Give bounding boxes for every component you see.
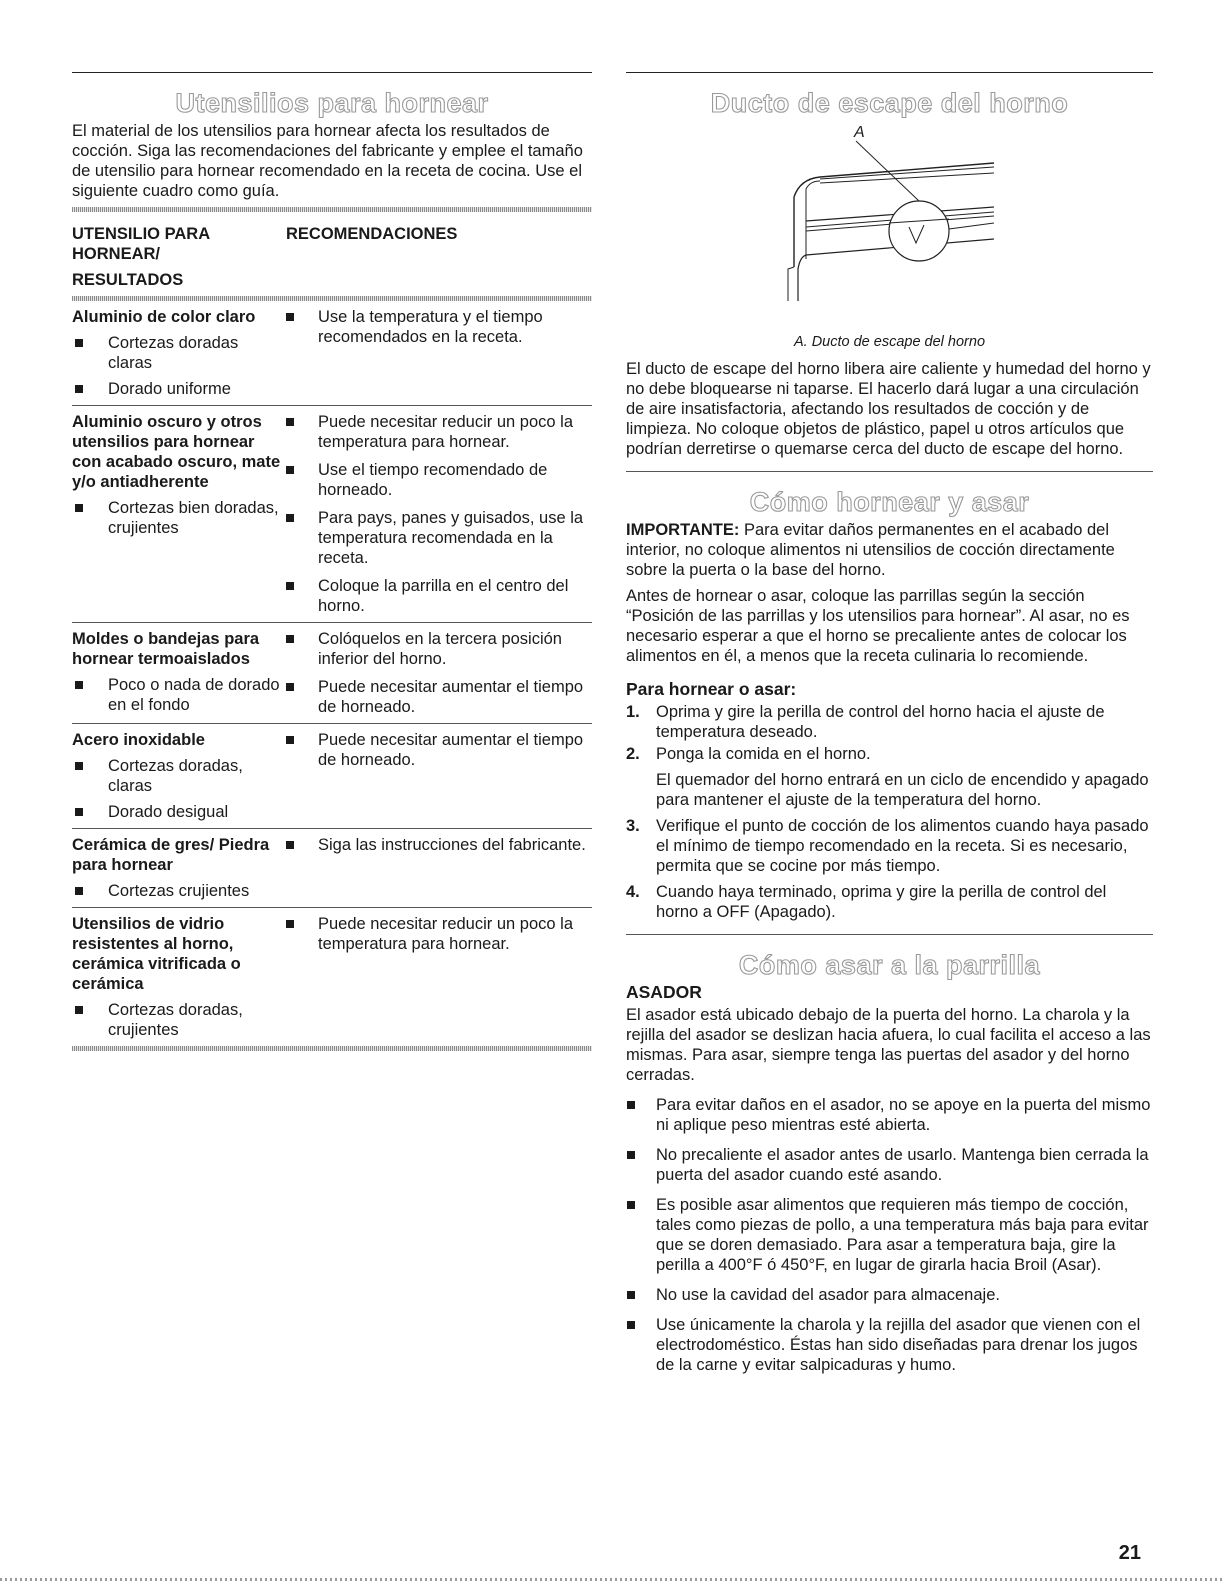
list-item: Puede necesitar aumentar el tiempo de horneado. bbox=[286, 677, 592, 717]
dotted-rule bbox=[72, 1046, 592, 1051]
list-item: Use la temperatura y el tiempo recomendados en la receta. bbox=[286, 307, 592, 347]
dotted-rule bbox=[72, 207, 592, 212]
list-item: 1. Oprima y gire la perilla de control del horno hacia el ajuste de temperatura deseado. bbox=[626, 703, 1105, 741]
list-item: 2. Ponga la comida en el horno. El quemador del horno entrará en un ciclo de encendido y apagado para mantener el ajuste de la temperatura del horno. bbox=[626, 745, 1149, 809]
table-row: Moldes o bandejas para hornear termoaislados Poco o nada de dorado en el fondo Colóquelos en la tercera posición inferior del horno. Puede necesitar aumentar el tiempo de horneado. bbox=[72, 623, 592, 724]
list-item: Cortezas doradas, crujientes bbox=[72, 1000, 282, 1040]
table-row: Aluminio oscuro y otros utensilios para hornear con acabado oscuro, mate y/o antiadherente Cortezas bien doradas, crujientes Puede necesitar reducir un poco la temperatura para hornear. Use el tiempo recomendado de horneado. Para pays, panes y guisados, use la temperatura recomendada en la receta. Coloque la parrilla en el centro del horno. bbox=[72, 406, 592, 623]
page-number: 21 bbox=[1118, 1542, 1141, 1564]
figure-label: A bbox=[854, 124, 865, 141]
table-header-col2: RECOMENDACIONES bbox=[286, 225, 458, 243]
broil-title: Cómo asar a la parrilla bbox=[738, 950, 1041, 980]
list-item: Use únicamente la charola y la rejilla del asador que vienen con el electrodoméstico. Éstas han sido diseñadas para drenar los jugos de la carne y evitar salpicaduras y humo. bbox=[626, 1315, 1153, 1375]
vent-figure bbox=[626, 119, 1153, 350]
list-item: 4. Cuando haya terminado, oprima y gire la perilla de control del horno a OFF (Apagado). bbox=[626, 883, 1107, 921]
list-item: Puede necesitar reducir un poco la temperatura para hornear. bbox=[286, 412, 592, 452]
oven-vent-illustration bbox=[776, 119, 1006, 309]
table-row: Cerámica de gres/ Piedra para hornear Cortezas crujientes Siga las instrucciones del fabricante. bbox=[72, 829, 592, 908]
bakeware-table bbox=[72, 216, 592, 1046]
list-item: 3. Verifique el punto de cocción de los alimentos cuando haya pasado el mínimo de tiempo recomendado en la receta. Si es necesario, permita que se cocine por más tiempo. bbox=[626, 817, 1149, 875]
important-note: IMPORTANTE: Para evitar daños permanentes en el acabado del interior, no coloque alimentos ni utensilios de cocción directamente sobre la puerta o la base del horno. bbox=[626, 521, 1115, 579]
broiler-subhead: ASADOR bbox=[626, 982, 702, 1002]
bakeware-intro: El material de los utensilios para hornear afecta los resultados de cocción. Siga las recomendaciones del fabricante y emplee el tamaño de utensilio para hornear recomendado en la receta de cocina. Use el siguiente cuadro como guía. bbox=[72, 122, 583, 200]
broil-bullets bbox=[626, 1095, 1153, 1375]
list-item: Colóquelos en la tercera posición inferior del horno. bbox=[286, 629, 592, 669]
figure-caption: A. Ducto de escape del horno bbox=[793, 334, 986, 350]
list-item: Dorado desigual bbox=[72, 802, 282, 822]
list-item: No use la cavidad del asador para almacenaje. bbox=[626, 1285, 1153, 1305]
top-rule bbox=[626, 72, 1153, 73]
broil-text: El asador está ubicado debajo de la puerta del horno. La charola y la rejilla del asador se deslizan hacia afuera, lo cual facilita el acceso a las mismas. Para asar, siempre tenga las puertas del asador y del horno cerradas. bbox=[626, 1006, 1151, 1084]
bakeware-title: Utensilios para hornear bbox=[175, 88, 489, 118]
list-item: Puede necesitar aumentar el tiempo de horneado. bbox=[286, 730, 592, 770]
bake-title: Cómo hornear y asar bbox=[749, 487, 1030, 517]
list-item: No precaliente el asador antes de usarlo. Mantenga bien cerrada la puerta del asador cuando esté asando. bbox=[626, 1145, 1153, 1185]
list-item: Puede necesitar reducir un poco la temperatura para hornear. bbox=[286, 914, 592, 954]
list-item: Poco o nada de dorado en el fondo bbox=[72, 675, 282, 715]
table-header-col1: UTENSILIO PARA HORNEAR/ RESULTADOS bbox=[72, 225, 211, 289]
vent-title: Ducto de escape del horno bbox=[710, 88, 1069, 118]
list-item: Para pays, panes y guisados, use la temperatura recomendada en la receta. bbox=[286, 508, 592, 568]
table-row: Acero inoxidable Cortezas doradas, claras Dorado desigual Puede necesitar aumentar el tiempo de horneado. bbox=[72, 724, 592, 829]
section-rule bbox=[626, 471, 1153, 472]
bottom-dotted-edge bbox=[0, 1578, 1225, 1581]
list-item: Cortezas bien doradas, crujientes bbox=[72, 498, 282, 538]
left-column bbox=[72, 72, 592, 1051]
list-item: Siga las instrucciones del fabricante. bbox=[286, 835, 592, 855]
bake-subhead: Para hornear o asar: bbox=[626, 679, 797, 699]
vent-text: El ducto de escape del horno libera aire caliente y humedad del horno y no debe bloquearse ni taparse. El hacerlo dará lugar a una circulación de aire insatisfactoria, afectando los resultados de cocción y de limpieza. No coloque objetos de plástico, papel u otros artículos que podrían derretirse o quemarse cerca del ducto de escape del horno. bbox=[626, 360, 1151, 458]
list-item: Cortezas crujientes bbox=[72, 881, 282, 901]
list-item: Para evitar daños en el asador, no se apoye en la puerta del mismo ni aplique peso mientras esté abierta. bbox=[626, 1095, 1153, 1135]
top-rule bbox=[72, 72, 592, 73]
right-column bbox=[626, 72, 1153, 1375]
bake-steps bbox=[626, 702, 1153, 922]
list-item: Dorado uniforme bbox=[72, 379, 282, 399]
list-item: Cortezas doradas, claras bbox=[72, 756, 282, 796]
table-row: Aluminio de color claro Cortezas doradas claras Dorado uniforme Use la temperatura y el tiempo recomendados en la receta. bbox=[72, 301, 592, 406]
list-item: Cortezas doradas claras bbox=[72, 333, 282, 373]
list-item: Es posible asar alimentos que requieren más tiempo de cocción, tales como piezas de pollo, a una temperatura más baja para evitar que se doren demasiado. Para asar a temperatura baja, gire la perilla a 400°F ó 450°F, en lugar de girarla hacia Broil (Asar). bbox=[626, 1195, 1153, 1275]
list-item: Coloque la parrilla en el centro del horno. bbox=[286, 576, 592, 616]
table-row: Utensilios de vidrio resistentes al horno, cerámica vitrificada o cerámica Cortezas doradas, crujientes Puede necesitar reducir un poco la temperatura para hornear. bbox=[72, 908, 592, 1047]
section-rule bbox=[626, 934, 1153, 935]
list-item: Use el tiempo recomendado de horneado. bbox=[286, 460, 592, 500]
bake-para: Antes de hornear o asar, coloque las parrillas según la sección “Posición de las parrillas y los utensilios para hornear”. Al asar, no es necesario esperar a que el horno se precaliente antes de colocar los alimentos en él, a menos que la receta culinaria lo recomiende. bbox=[626, 587, 1130, 665]
